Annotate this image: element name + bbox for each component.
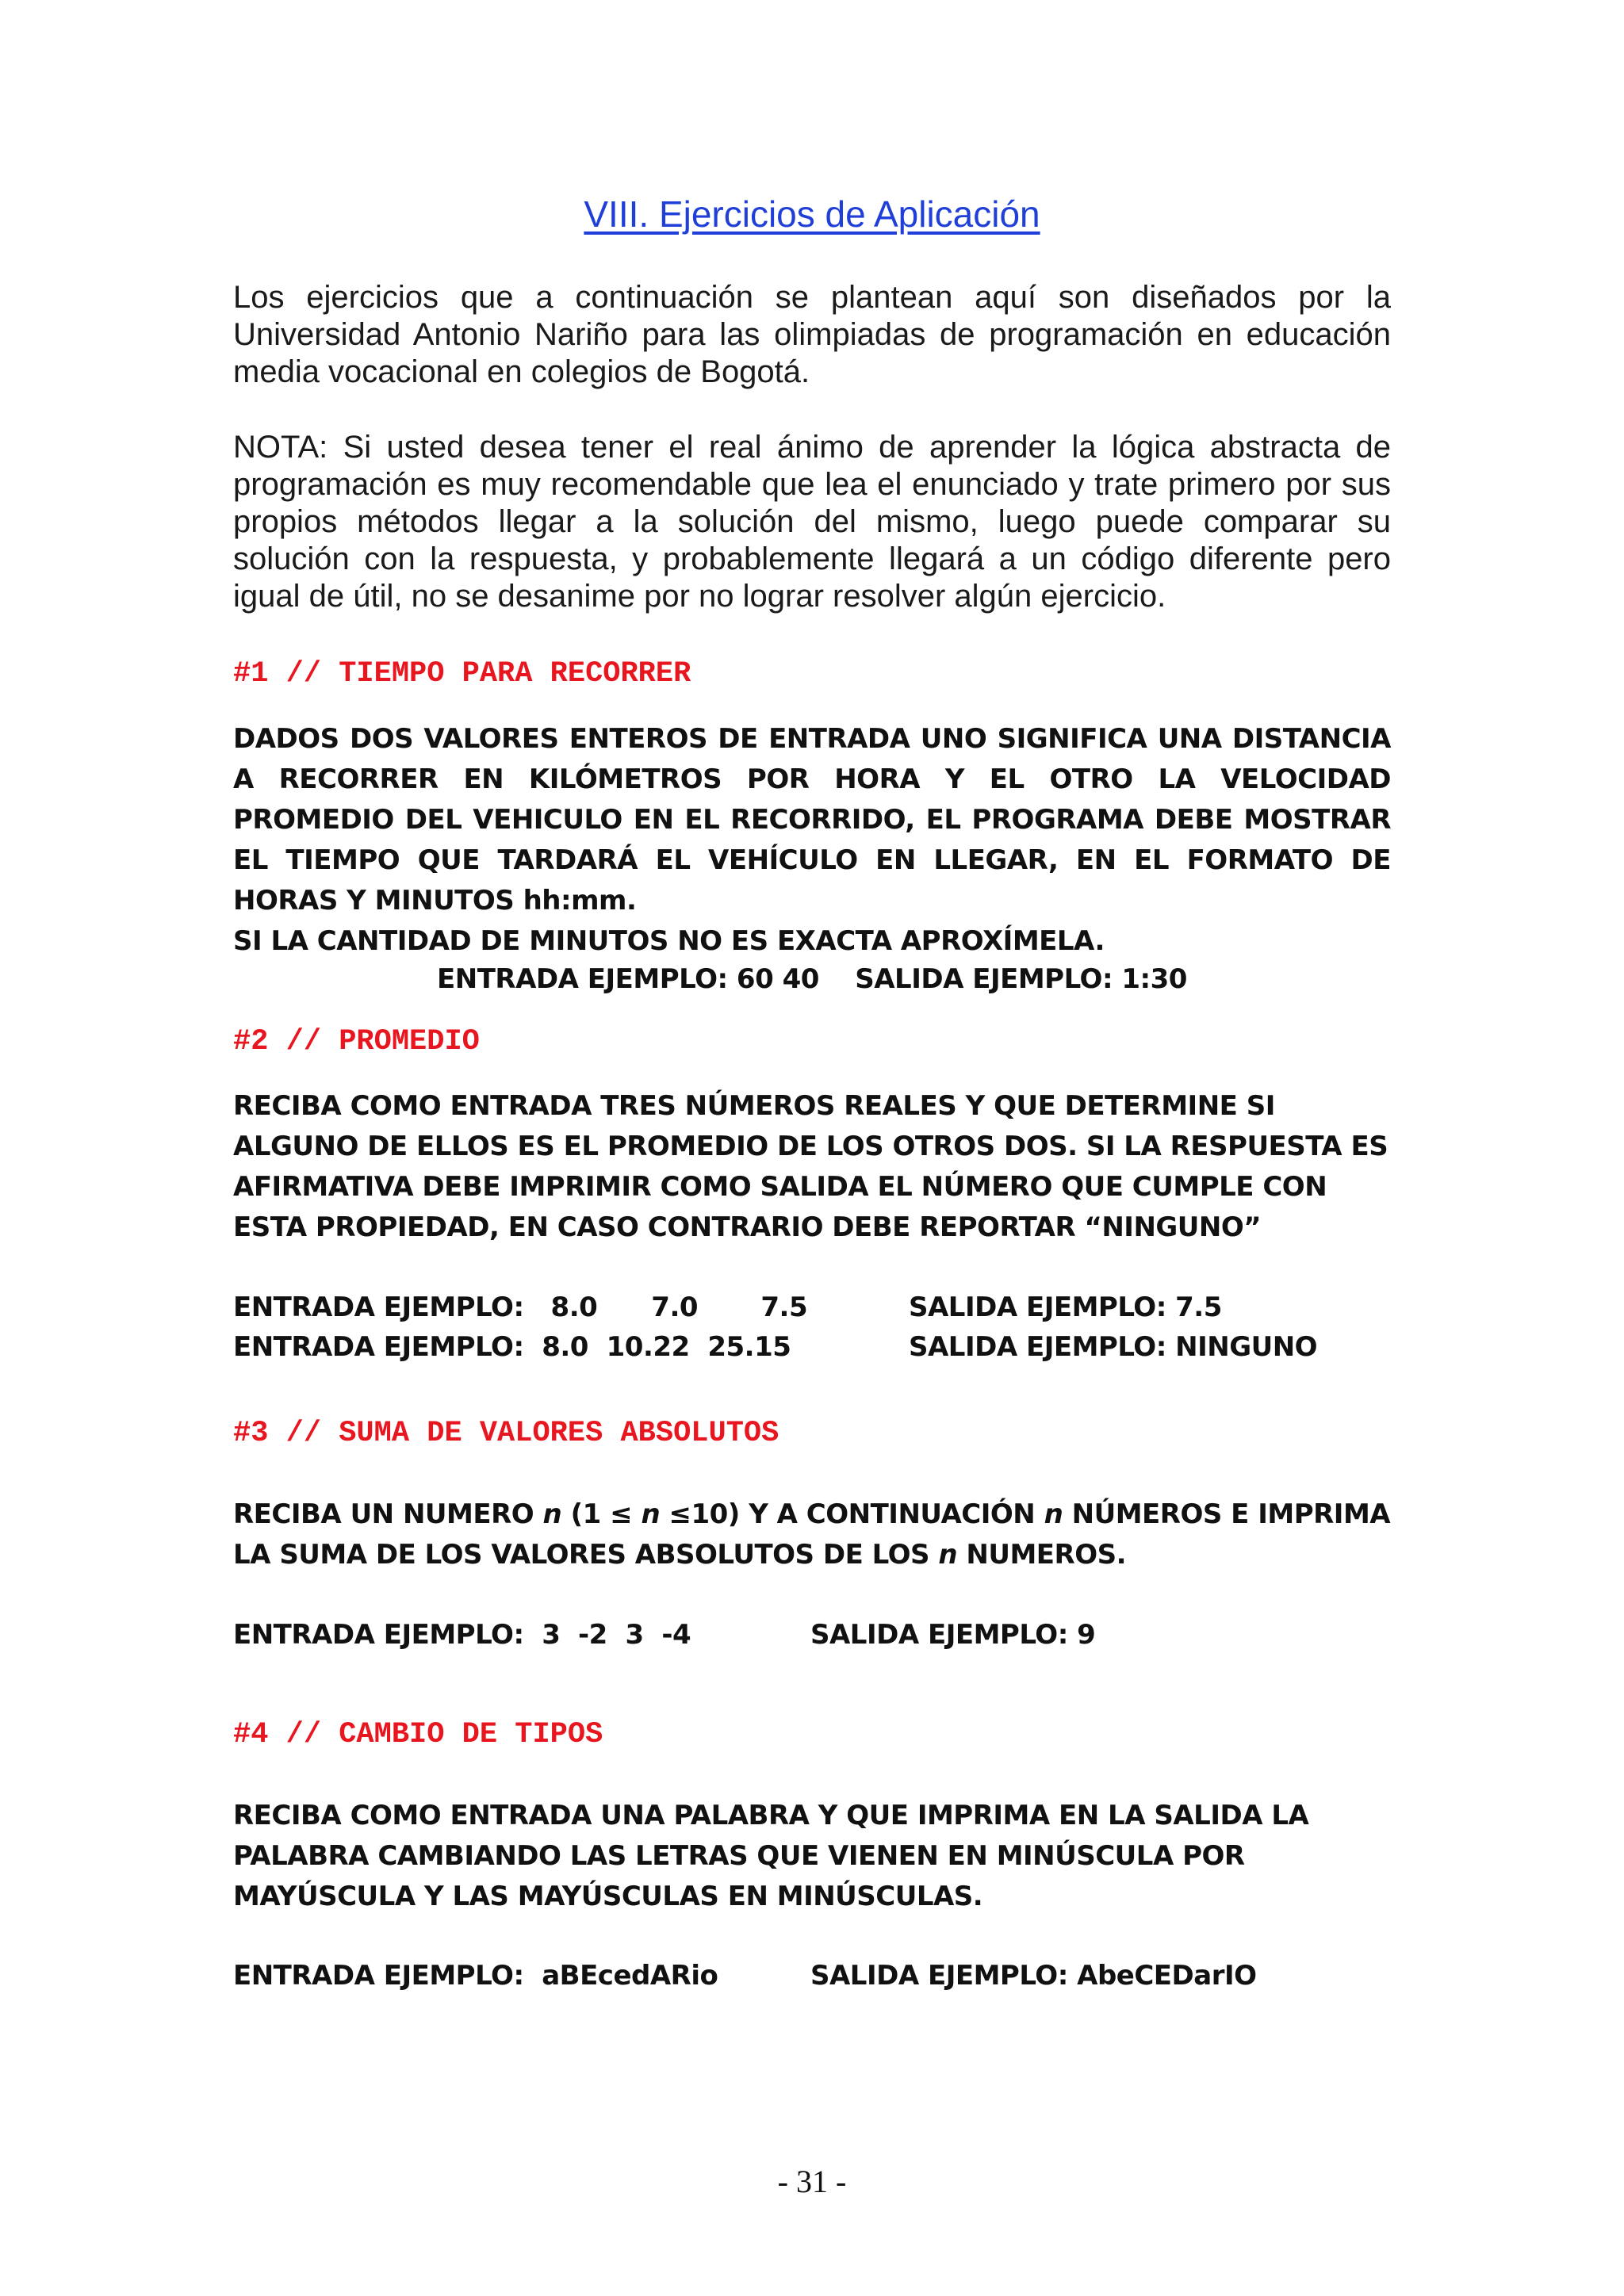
- section-title-link[interactable]: VIII. Ejercicios de Aplicación: [584, 193, 1040, 235]
- exercise-4-heading: #4 // CAMBIO DE TIPOS: [233, 1718, 603, 1751]
- statement-text: NÚMEROS E IMPRIMA LA SUMA DE LOS VALORES ABSOLUTOS DE LOS: [233, 1498, 1391, 1571]
- exercise-3-heading: #3 // SUMA DE VALORES ABSOLUTOS: [233, 1417, 779, 1450]
- statement-variable: n: [1044, 1498, 1063, 1530]
- page-number: - 31 -: [777, 2164, 847, 2199]
- exercise-4-heading-block: [233, 1716, 1391, 1754]
- intro-paragraph: Los ejercicios que a continuación se plantean aquí son diseñados por la Universidad Antonio Nariño para las olimpiadas de programación en educación media vocacional en colegios de Bogotá.: [233, 280, 1391, 389]
- statement-text: (1 ≤: [561, 1498, 642, 1530]
- exercise-2-output-1: SALIDA EJEMPLO: 7.5: [909, 1292, 1222, 1323]
- statement-variable: n: [938, 1539, 958, 1571]
- exercise-3-statement: [233, 1494, 1391, 1575]
- exercise-3-input: ENTRADA EJEMPLO: 3 -2 3 -4: [233, 1619, 691, 1651]
- exercise-4-input: ENTRADA EJEMPLO: aBEcedARio: [233, 1960, 718, 1992]
- exercise-1-statement-note: SI LA CANTIDAD DE MINUTOS NO ES EXACTA APROXÍMELA.: [233, 925, 1105, 957]
- statement-text: RECIBA UN NUMERO: [233, 1498, 543, 1530]
- exercise-3-output: SALIDA EJEMPLO: 9: [810, 1619, 1096, 1651]
- note-block: [233, 429, 1391, 615]
- exercise-2-output-2: SALIDA EJEMPLO: NINGUNO: [909, 1331, 1318, 1363]
- exercise-1-example: ENTRADA EJEMPLO: 60 40 SALIDA EJEMPLO: 1:30: [437, 963, 1187, 995]
- exercise-2-statement: RECIBA COMO ENTRADA TRES NÚMEROS REALES Y QUE DETERMINE SI ALGUNO DE ELLOS ES EL PROMEDIO DE LOS OTROS DOS. SI LA RESPUESTA ES AFIRMATIVA DEBE IMPRIMIR COMO SALIDA EL NÚMERO QUE CUMPLE CON ESTA PROPIEDAD, EN CASO CONTRARIO DEBE REPORTAR “NINGUNO”: [233, 1090, 1388, 1243]
- exercise-2-input-2: ENTRADA EJEMPLO: 8.0 10.22 25.15: [233, 1331, 791, 1363]
- exercise-1-heading-block: [233, 655, 1391, 693]
- note-paragraph: NOTA: Si usted desea tener el real ánimo de aprender la lógica abstracta de programación es muy recomendable que lea el enunciado y trate primero por sus propios métodos llegar a la solución del mismo, luego puede comparar su solución con la respuesta, y probablemente llegará a un código diferente pero igual de útil, no se desanime por no lograr resolver algún ejercicio.: [233, 430, 1391, 614]
- statement-variable: n: [542, 1498, 562, 1530]
- statement-text: NUMEROS.: [957, 1539, 1127, 1571]
- exercise-1-heading: #1 // TIEMPO PARA RECORRER: [233, 657, 691, 691]
- exercise-4-output: SALIDA EJEMPLO: AbeCEDarIO: [810, 1960, 1257, 1992]
- intro-block: [233, 279, 1391, 391]
- exercise-2-heading-block: [233, 1023, 1391, 1061]
- exercise-2-input-1: ENTRADA EJEMPLO: 8.0 7.0 7.5: [233, 1292, 808, 1323]
- exercise-3-heading-block: [233, 1414, 1391, 1452]
- exercise-4-statement: RECIBA COMO ENTRADA UNA PALABRA Y QUE IMPRIMA EN LA SALIDA LA PALABRA CAMBIANDO LAS LETRAS QUE VIENEN EN MINÚSCULA POR MAYÚSCULA Y LAS MAYÚSCULAS EN MINÚSCULAS.: [233, 1800, 1309, 1912]
- statement-variable: n: [641, 1498, 661, 1530]
- exercise-3-statement-block: [233, 1494, 1391, 1575]
- section-title: [233, 190, 1391, 238]
- exercise-4-statement-block: [233, 1796, 1391, 1917]
- exercise-1-statement-block: [233, 719, 1391, 962]
- exercise-2-heading: #2 // PROMEDIO: [233, 1025, 480, 1058]
- statement-text: ≤10) Y A CONTINUACIÓN: [660, 1498, 1044, 1530]
- exercise-1-statement: DADOS DOS VALORES ENTEROS DE ENTRADA UNO SIGNIFICA UNA DISTANCIA A RECORRER EN KILÓMETROS POR HORA Y EL OTRO LA VELOCIDAD PROMEDIO DEL VEHICULO EN EL RECORRIDO, EL PROGRAMA DEBE MOSTRAR EL TIEMPO QUE TARDARÁ EL VEHÍCULO EN LLEGAR, EN EL FORMATO DE HORAS Y MINUTOS hh:mm.: [233, 723, 1391, 916]
- exercise-2-statement-block: [233, 1086, 1391, 1248]
